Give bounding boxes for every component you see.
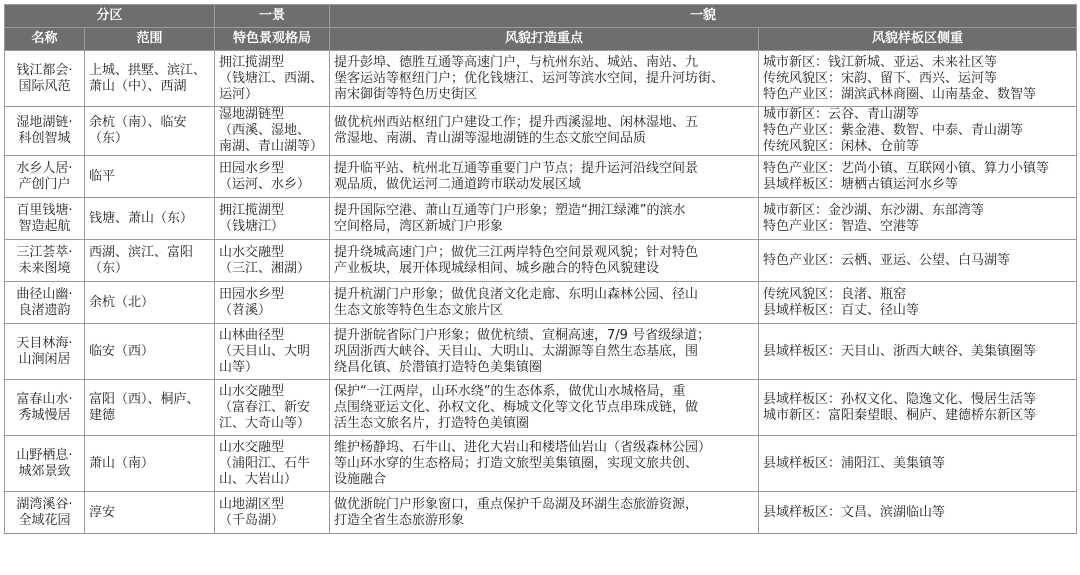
header-group-row (5, 5, 1077, 28)
cell-scope (85, 380, 215, 436)
cell-scope (85, 51, 215, 107)
cell-scope-line: 淳安 (89, 504, 116, 520)
cell-pattern (215, 198, 330, 240)
table-row (5, 282, 1077, 324)
header-sample: 风貌样板区侧重 (759, 28, 1077, 51)
cell-pattern-line: 田园水乡型 (219, 160, 285, 176)
cell-focus (330, 436, 759, 492)
cell-pattern (215, 240, 330, 282)
cell-focus (330, 156, 759, 198)
cell-name-line: 富春山水· (16, 391, 73, 407)
cell-sample-line: 县域样板区：天目山、浙西大峡谷、美集镇圈等 (763, 343, 1037, 359)
cell-name-line: 科创智城 (18, 131, 71, 146)
cell-name (5, 282, 85, 324)
header-name: 名称 (5, 28, 85, 51)
cell-sample-line: 特色产业区：智造、空港等 (763, 218, 920, 234)
cell-focus (330, 324, 759, 380)
cell-scope-line: 上城、拱墅、滨江、 (89, 62, 207, 78)
header-scene: 一景 (215, 5, 330, 28)
table-body (5, 51, 1077, 534)
table-row (5, 156, 1077, 198)
cell-sample-line: 城市新区：富阳秦望眼、桐庐、建德桥东新区等 (763, 407, 1037, 423)
cell-focus (330, 380, 759, 436)
table-row (5, 492, 1077, 534)
cell-pattern-line: 江、大奇山等） (219, 415, 311, 431)
header-focus: 风貌打造重点 (330, 28, 759, 51)
cell-name-line: 未来图境 (18, 260, 71, 276)
table-row (5, 107, 1077, 156)
cell-pattern-line: 山水交融型 (219, 244, 285, 260)
cell-pattern-line: （三江、湘湖） (219, 260, 311, 276)
cell-focus-line: 产业板块，展开体现城绿相间、城乡融合的特色风貌建设 (334, 260, 660, 276)
cell-pattern-line: （西溪、湿地、 (219, 123, 311, 138)
cell-focus (330, 282, 759, 324)
cell-pattern-line: 拥江揽湖型 (219, 202, 285, 218)
cell-name-line: 天目林海· (16, 335, 73, 351)
cell-scope-line: 萧山（南） (89, 455, 155, 471)
header-scope: 范围 (85, 28, 215, 51)
cell-pattern-line: （钱塘江、西湖、 (219, 70, 324, 86)
cell-pattern (215, 380, 330, 436)
table-row (5, 198, 1077, 240)
cell-sample (759, 198, 1077, 240)
cell-name (5, 436, 85, 492)
cell-focus-line: 观品质，做优运河二通道跨市联动发展区域 (334, 176, 582, 192)
cell-focus-line: 堡客运站等枢纽门户；优化钱塘江、运河等滨水空间，提升河坊街、 (334, 70, 725, 86)
cell-pattern-line: （浦阳江、石牛 (219, 455, 311, 471)
cell-sample (759, 436, 1077, 492)
cell-focus-line: 做优杭州西站枢纽门户建设工作；提升西溪湿地、闲林湿地、五 (334, 115, 699, 130)
cell-name-line: 曲径山幽· (16, 286, 73, 302)
cell-pattern-line: 山林曲径型 (219, 327, 285, 343)
cell-pattern (215, 492, 330, 534)
cell-scope-line: （东） (89, 131, 129, 146)
cell-name-line: 山野栖息· (16, 447, 73, 463)
cell-scope-line: 临安（西） (89, 343, 155, 359)
cell-focus (330, 107, 759, 156)
cell-pattern-line: 山地湖区型 (219, 496, 285, 512)
cell-scope (85, 198, 215, 240)
cell-scope (85, 282, 215, 324)
table-row (5, 240, 1077, 282)
cell-pattern (215, 324, 330, 380)
cell-focus-line: 提升杭湖门户形象；做优良渚文化走廊、东明山森林公园、径山 (334, 286, 699, 302)
cell-name-line: 国际风范 (18, 78, 71, 94)
cell-sample (759, 380, 1077, 436)
cell-pattern-line: 田园水乡型 (219, 286, 285, 302)
cell-scope-line: （东） (89, 260, 129, 276)
cell-pattern (215, 436, 330, 492)
cell-sample-line: 特色产业区：湖滨武林商圈、山南基金、数智等 (763, 86, 1037, 102)
cell-sample-line: 城市新区：钱江新城、亚运、未来社区等 (763, 54, 998, 70)
cell-sample (759, 282, 1077, 324)
cell-name (5, 324, 85, 380)
cell-name-line: 产创门户 (18, 176, 71, 192)
cell-focus-line: 空间格局，湾区新城门户形象 (334, 218, 504, 234)
cell-sample-line: 传统风貌区：良渚、瓶窑 (763, 286, 907, 302)
cell-pattern-line: （苕溪） (219, 302, 272, 318)
cell-scope-line: 余杭（南）、临安 (89, 115, 187, 130)
table-row (5, 51, 1077, 107)
cell-focus-line: 生态文旅等特色生态文旅片区 (334, 302, 504, 318)
cell-pattern (215, 282, 330, 324)
cell-focus-line: 保护“一江两岸，山环水绕”的生态体系，做优山水城格局，重 (334, 383, 686, 399)
cell-name (5, 156, 85, 198)
cell-sample (759, 240, 1077, 282)
cell-scope-line: 建德 (89, 407, 116, 423)
cell-pattern (215, 51, 330, 107)
cell-focus-line: 提升彭埠、德胜互通等高速门户，与杭州东站、城站、南站、九 (334, 54, 699, 70)
cell-scope (85, 156, 215, 198)
cell-focus-line: 打造全省生态旅游形象 (334, 512, 465, 528)
cell-sample-line: 县域样板区：文昌、滨湖临山等 (763, 504, 946, 520)
cell-name-line: 水乡人居· (16, 160, 73, 176)
cell-sample-line: 传统风貌区：闲林、仓前等 (763, 139, 920, 154)
cell-sample-line: 特色产业区：紫金港、数智、中泰、青山湖等 (763, 123, 1024, 138)
cell-pattern-line: （钱塘江） (219, 218, 285, 234)
cell-pattern-line: （千岛湖） (219, 512, 285, 528)
cell-pattern-line: 湿地湖链型 (219, 107, 285, 122)
cell-sample-line: 县域样板区：孙权文化、隐逸文化、慢居生活等 (763, 391, 1037, 407)
cell-sample (759, 51, 1077, 107)
cell-scope-line: 富阳（西）、桐庐、 (89, 391, 200, 407)
cell-pattern-line: 山水交融型 (219, 383, 285, 399)
cell-scope (85, 492, 215, 534)
cell-focus-line: 做优浙皖门户形象窗口，重点保护千岛湖及环湖生态旅游资源， (334, 496, 699, 512)
cell-focus-line: 点围绕亚运文化、孙权文化、梅城文化等文化节点串珠成链，做 (334, 399, 699, 415)
cell-name-line: 全域花园 (18, 512, 71, 528)
cell-sample-line: 特色产业区：云栖、亚运、公望、白马湖等 (763, 252, 1011, 268)
header-view: 一貌 (330, 5, 1077, 28)
table-container (4, 4, 1076, 534)
cell-focus (330, 51, 759, 107)
cell-name-line: 钱江都会· (16, 62, 73, 78)
cell-scope (85, 436, 215, 492)
header-pattern: 特色景观格局 (215, 28, 330, 51)
cell-name (5, 492, 85, 534)
cell-name (5, 198, 85, 240)
cell-name-line: 湖湾溪谷· (16, 496, 73, 512)
cell-sample (759, 324, 1077, 380)
cell-focus-line: 巩固浙西大峡谷、天目山、大明山、太湖源等自然生态基底，围 (334, 343, 699, 359)
cell-focus-line: 等山环水穿的生态格局；打造文旅型美集镇圈，实现文旅共创、 (334, 455, 699, 471)
cell-name (5, 107, 85, 156)
cell-pattern-line: 南湖、青山湖等） (219, 139, 324, 154)
cell-focus-line: 绕昌化镇、於潜镇打造特色美集镇圈 (334, 359, 543, 375)
cell-pattern-line: 山等） (219, 359, 259, 375)
header-column-row (5, 28, 1077, 51)
cell-focus-line: 提升绕城高速门户；做优三江两岸特色空间景观风貌；针对特色 (334, 244, 699, 260)
cell-focus-line: 南宋御街等特色历史街区 (334, 86, 478, 102)
cell-scope-line: 余杭（北） (89, 294, 155, 310)
cell-pattern-line: （富春江、新安 (219, 399, 311, 415)
table-row (5, 436, 1077, 492)
cell-name-line: 城郊景致 (18, 463, 71, 479)
cell-sample (759, 156, 1077, 198)
cell-scope (85, 324, 215, 380)
cell-scope-line: 临平 (89, 168, 116, 184)
cell-pattern (215, 107, 330, 156)
header-zone: 分区 (5, 5, 215, 28)
cell-focus (330, 198, 759, 240)
cell-sample (759, 107, 1077, 156)
cell-pattern-line: 山水交融型 (219, 439, 285, 455)
cell-name-line: 秀城慢居 (18, 407, 71, 423)
cell-scope-line: 西湖、滨江、富阳 (89, 244, 194, 260)
cell-sample-line: 城市新区：云谷、青山湖等 (763, 107, 920, 122)
cell-scope-line: 钱塘、萧山（东） (89, 210, 194, 226)
cell-pattern-line: （运河、水乡） (219, 176, 311, 192)
cell-name-line: 山涧闲居 (18, 351, 71, 367)
cell-focus-line: 活生态文旅名片，打造特色美镇圈 (334, 415, 530, 431)
cell-focus-line: 维护杨静坞、石牛山、进化大岩山和楼塔仙岩山（省级森林公园） (334, 439, 712, 455)
cell-pattern-line: （天目山、大明 (219, 343, 311, 359)
cell-name (5, 51, 85, 107)
cell-name (5, 240, 85, 282)
cell-pattern-line: 山、大岩山） (219, 471, 298, 487)
cell-pattern-line: 运河） (219, 86, 259, 102)
cell-pattern (215, 156, 330, 198)
cell-sample-line: 县域样板区：塘栖古镇运河水乡等 (763, 176, 959, 192)
cell-focus-line: 常湿地、南湖、青山湖等湿地湖链的生态文旅空间品质 (334, 131, 647, 146)
cell-focus (330, 492, 759, 534)
landscape-zoning-table (4, 4, 1077, 534)
cell-focus-line: 提升浙皖省际门户形象；做优杭绩、宣桐高速，7/9 号省级绿道； (334, 327, 711, 343)
cell-focus-line: 提升临平站、杭州北互通等重要门户节点；提升运河沿线空间景 (334, 160, 699, 176)
cell-focus-line: 提升国际空港、萧山互通等门户形象；塑造“拥江绿滩”的滨水 (334, 202, 686, 218)
cell-scope (85, 240, 215, 282)
cell-name-line: 湿地湖链· (16, 115, 73, 130)
cell-sample (759, 492, 1077, 534)
cell-focus (330, 240, 759, 282)
cell-scope (85, 107, 215, 156)
cell-sample-line: 特色产业区：艺尚小镇、互联网小镇、算力小镇等 (763, 160, 1050, 176)
cell-name-line: 百里钱塘· (16, 202, 73, 218)
cell-focus-line: 设施融合 (334, 471, 387, 487)
cell-name (5, 380, 85, 436)
cell-sample-line: 传统风貌区：宋韵、留下、西兴、运河等 (763, 70, 998, 86)
cell-sample-line: 城市新区：金沙湖、东沙湖、东部湾等 (763, 202, 985, 218)
table-row (5, 380, 1077, 436)
cell-scope-line: 萧山（中）、西湖 (89, 78, 187, 94)
cell-name-line: 良渚遗韵 (18, 302, 71, 318)
cell-sample-line: 县域样板区：百丈、径山等 (763, 302, 920, 318)
cell-name-line: 智造起航 (18, 218, 71, 234)
cell-sample-line: 县域样板区：浦阳江、美集镇等 (763, 455, 946, 471)
table-row (5, 324, 1077, 380)
cell-name-line: 三江荟萃· (16, 244, 73, 260)
cell-pattern-line: 拥江揽湖型 (219, 54, 285, 70)
